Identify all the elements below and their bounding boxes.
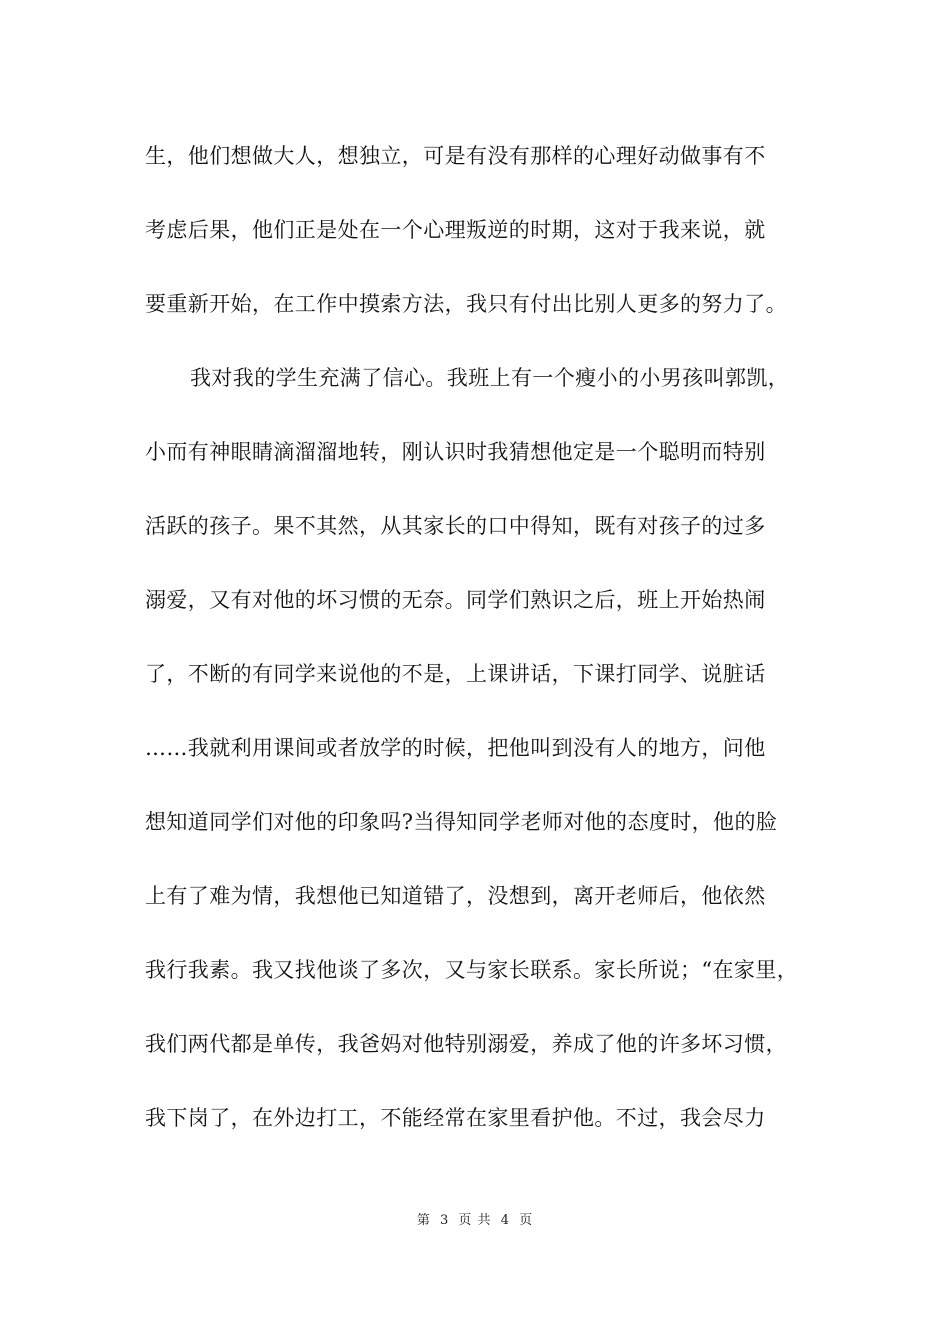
total-pages-number: 4 [500,1213,510,1228]
footer-middle: 页 共 [458,1213,492,1228]
footer-suffix: 页 [519,1213,534,1228]
text-line: 考虑后果，他们正是处在一个心理叛逆的时期，这对于我来说，就 [145,218,766,242]
current-page-number: 3 [440,1213,450,1228]
paragraph-start-line: 我对我的学生充满了信心。我班上有一个瘦小的小男孩叫郭凯， [190,366,790,390]
text-line: 我下岗了，在外边打工，不能经常在家里看护他。不过，我会尽力 [145,1106,766,1130]
page-footer [0,1209,950,1228]
text-line: 要重新开始，在工作中摸索方法，我只有付出比别人更多的努力了。 [145,292,787,316]
text-line: 溺爱，又有对他的坏习惯的无奈。同学们熟识之后，班上开始热闹 [145,588,766,612]
text-line: 了，不断的有同学来说他的不是，上课讲话，下课打同学、说脏话 [145,662,766,686]
footer-prefix: 第 [416,1213,431,1228]
text-line: 我们两代都是单传，我爸妈对他特别溺爱，养成了他的许多坏习惯， [145,1032,787,1056]
text-line: 生，他们想做大人，想独立，可是有没有那样的心理好动做事有不 [145,144,766,168]
text-line: 小而有神眼睛滴溜溜地转，刚认识时我猜想他定是一个聪明而特别 [145,440,766,464]
text-line: ……我就利用课间或者放学的时候，把他叫到没有人的地方，问他 [145,736,766,760]
text-line: 我行我素。我又找他谈了多次，又与家长联系。家长所说；“在家里， [145,958,799,982]
body-text [145,134,825,1170]
text-line: 上有了难为情，我想他已知道错了，没想到，离开老师后，他依然 [145,884,766,908]
text-line: 活跃的孩子。果不其然，从其家长的口中得知，既有对孩子的过多 [145,514,766,538]
text-line: 想知道同学们对他的印象吗?当得知同学老师对他的态度时，他的脸 [145,810,778,834]
